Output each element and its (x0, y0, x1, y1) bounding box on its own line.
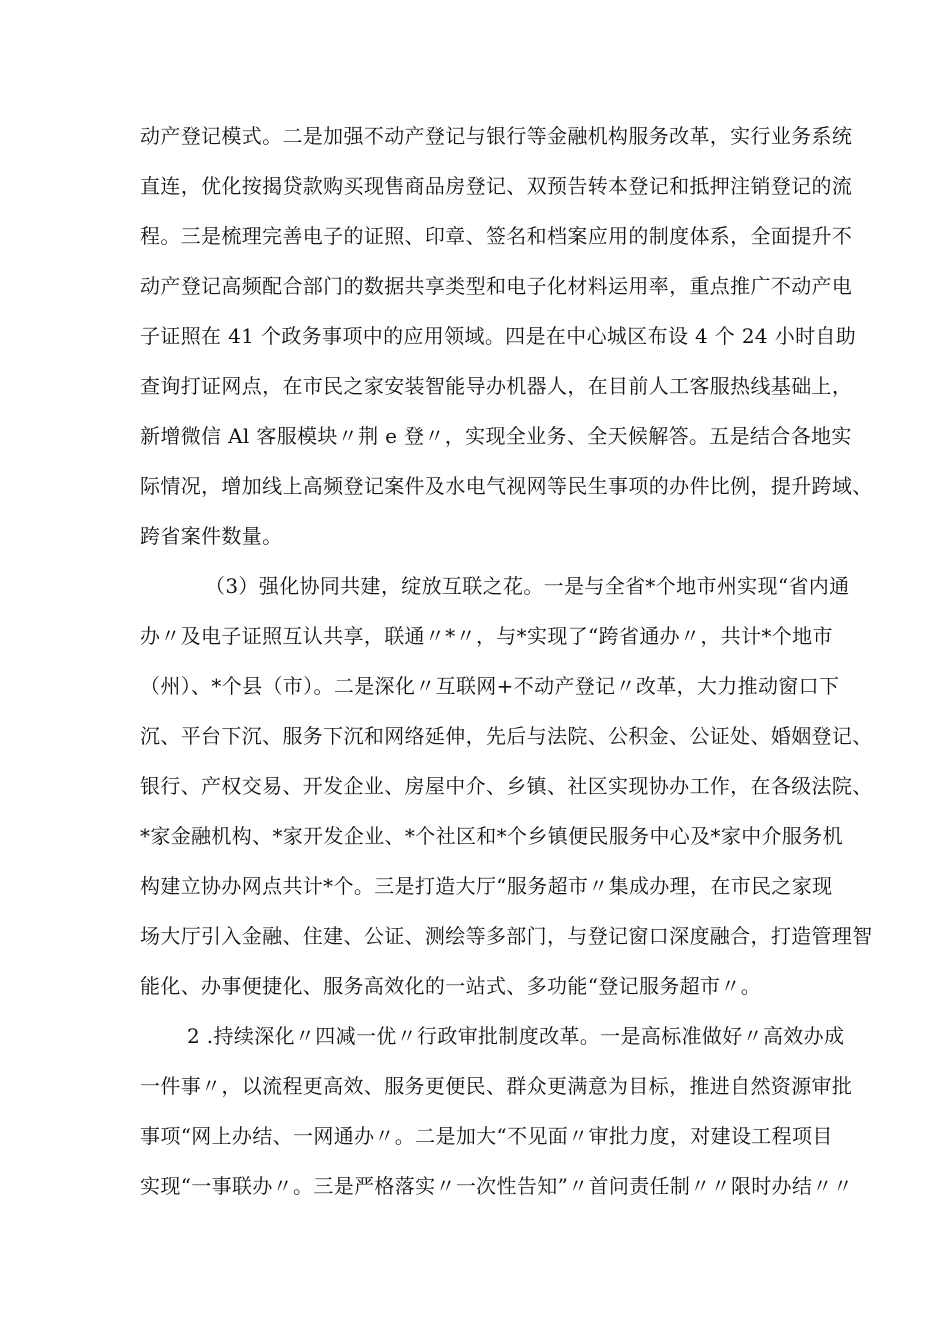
paragraph-line: 新增微信 Al 客服模块〃荆 e 登〃，实现全业务、全天候解答。五是结合各地实 (140, 424, 852, 448)
paragraph-line: *家金融机构、*家开发企业、*个社区和*个乡镇便民服务中心及*家中介服务机 (140, 824, 843, 848)
paragraph-line: 银行、产权交易、开发企业、房屋中介、乡镇、社区实现协办工作，在各级法院、 (140, 774, 873, 798)
paragraph-line: （州）、*个县（市）。二是深化〃互联网+不动产登记〃改革，大力推动窗口下 (140, 674, 840, 698)
paragraph-line: 场大厅引入金融、住建、公证、测绘等多部门，与登记窗口深度融合，打造管理智 (140, 924, 873, 948)
paragraph-line: 程。三是梳理完善电子的证照、印章、签名和档案应用的制度体系，全面提升不 (140, 224, 853, 248)
paragraph-line: 办〃及电子证照互认共享，联通〃*〃，与*实现了“跨省通办〃，共计*个地市 (140, 624, 833, 648)
paragraph-line: 事项“网上办结、一网通办〃。二是加大“不见面〃审批力度，对建设工程项目 (140, 1124, 833, 1148)
section-heading-line: （3）强化协同共建，绽放互联之花。一是与全省*个地市州实现“省内通 (205, 574, 850, 598)
paragraph-line: 际情况，增加线上高频登记案件及水电气视网等民生事项的办件比例，提升跨域、 (140, 474, 873, 498)
paragraph-line: 查询打证网点，在市民之家安装智能导办机器人，在目前人工客服热线基础上， (140, 374, 853, 398)
paragraph-line: 能化、办事便捷化、服务高效化的一站式、多功能“登记服务超市〃。 (140, 974, 762, 998)
paragraph-line: 一件事〃，以流程更高效、服务更便民、群众更满意为目标，推进自然资源审批 (140, 1074, 853, 1098)
paragraph-line: 动产登记模式。二是加强不动产登记与银行等金融机构服务改革，实行业务系统 (140, 124, 853, 148)
section-heading-line: 2 .持续深化〃四减一优〃行政审批制度改革。一是高标准做好〃高效办成 (187, 1024, 845, 1048)
paragraph-line: 子证照在 41 个政务事项中的应用领域。四是在中心城区布设 4 个 24 小时自助 (140, 324, 857, 348)
paragraph-line: 构建立协办网点共计*个。三是打造大厅“服务超市〃集成办理，在市民之家现 (140, 874, 833, 898)
paragraph-line: 动产登记高频配合部门的数据共享类型和电子化材料运用率，重点推广不动产电 (140, 274, 853, 298)
paragraph-line: 跨省案件数量。 (140, 524, 283, 548)
paragraph-line: 实现“一事联办〃。三是严格落实〃一次性告知”〃首问责任制〃〃限时办结〃〃 (140, 1174, 854, 1198)
paragraph-line: 沉、平台下沉、服务下沉和网络延伸，先后与法院、公积金、公证处、婚姻登记、 (140, 724, 873, 748)
paragraph-line: 直连，优化按揭贷款购买现售商品房登记、双预告转本登记和抵押注销登记的流 (140, 174, 853, 198)
